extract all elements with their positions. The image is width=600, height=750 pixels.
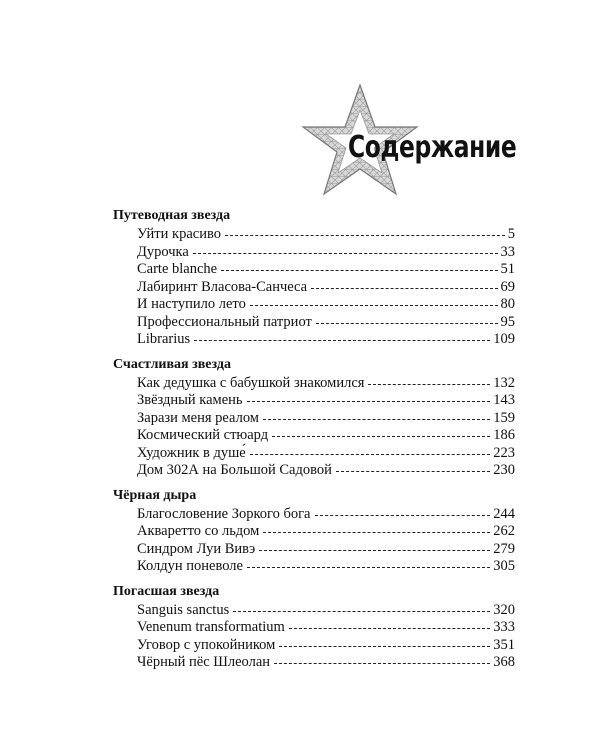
dot-leader	[279, 645, 490, 647]
entry-title: Синдром Луи Вивэ	[137, 540, 256, 557]
page-number: 132	[493, 374, 515, 391]
dot-leader	[289, 627, 490, 629]
entry-title: Космический стюард	[137, 427, 269, 443]
toc-entry[interactable]	[137, 226, 515, 244]
toc-section	[113, 206, 515, 349]
entry-list	[113, 506, 515, 576]
dot-leader	[263, 418, 490, 420]
toc-entry[interactable]	[137, 637, 515, 655]
page-number: 279	[493, 540, 515, 557]
toc-section	[113, 486, 515, 576]
dot-leader	[315, 514, 491, 516]
page-number: 230	[493, 462, 515, 478]
entry-title: Дом 302А на Большой Садовой	[137, 462, 332, 478]
dot-leader	[368, 383, 490, 385]
dot-leader	[247, 400, 491, 402]
entry-title: Акваретто со льдом	[137, 523, 260, 539]
page-number: 244	[493, 505, 515, 522]
dot-leader	[193, 252, 498, 254]
section-title: Путеводная звезда	[113, 208, 231, 223]
entry-title: Зарази меня реалом	[137, 409, 259, 426]
toc-entry[interactable]	[137, 523, 515, 541]
dot-leader	[233, 610, 490, 612]
toc-entry[interactable]	[137, 244, 515, 262]
toc-entry[interactable]	[137, 331, 515, 349]
dot-leader	[247, 566, 490, 568]
table-of-contents	[113, 206, 515, 678]
dot-leader	[250, 453, 491, 455]
toc-entry[interactable]	[137, 619, 515, 637]
page-number: 51	[500, 261, 515, 277]
dot-leader	[311, 287, 497, 289]
entry-title: Carte blanche	[137, 261, 218, 277]
section-title: Погасшая звезда	[113, 583, 220, 599]
toc-entry[interactable]	[137, 462, 515, 480]
page-number: 186	[493, 427, 515, 443]
dot-leader	[225, 234, 505, 236]
toc-entry[interactable]	[137, 279, 515, 297]
toc-section	[113, 582, 515, 672]
page-number: 351	[493, 636, 515, 653]
entry-title: Профессиональный патриот	[137, 313, 312, 330]
entry-title: Уговор с упокойником	[137, 636, 276, 653]
toc-entry[interactable]	[137, 261, 515, 279]
entry-title: Venenum transformatium	[137, 619, 285, 635]
entry-title: Лабиринт Власова-Санчеса	[137, 278, 308, 295]
page-number: 5	[507, 226, 515, 242]
toc-entry[interactable]	[137, 506, 515, 524]
dot-leader	[272, 435, 490, 437]
page-number: 143	[493, 392, 515, 408]
entry-title: Благословение Зоркого бога	[137, 505, 311, 522]
page-number: 223	[493, 444, 515, 461]
page-number: 305	[493, 558, 515, 574]
dot-leader	[250, 304, 498, 306]
entry-list	[113, 226, 515, 349]
toc-entry[interactable]	[137, 602, 515, 620]
dot-leader	[259, 549, 490, 551]
entry-title: Sanguis sanctus	[137, 601, 230, 618]
toc-entry[interactable]	[137, 375, 515, 393]
entry-title: И наступило лето	[137, 296, 246, 312]
dot-leader	[194, 339, 490, 341]
toc-entry[interactable]	[137, 314, 515, 332]
dot-leader	[263, 531, 490, 533]
dot-leader	[221, 269, 497, 271]
toc-entry[interactable]	[137, 445, 515, 463]
dot-leader	[336, 470, 490, 472]
page-number: 80	[500, 296, 515, 312]
page-number: 320	[493, 601, 515, 618]
entry-title: Дурочка	[137, 243, 189, 260]
entry-title: Как дедушка с бабушкой знакомился	[137, 374, 365, 391]
section-title: Чёрная дыра	[113, 487, 197, 503]
entry-list	[113, 375, 515, 480]
entry-title: Звёздный камень	[137, 392, 243, 408]
toc-entry[interactable]	[137, 541, 515, 559]
toc-entry[interactable]	[137, 654, 515, 672]
page-number: 368	[493, 654, 515, 670]
toc-entry[interactable]	[137, 392, 515, 410]
toc-entry[interactable]	[137, 558, 515, 576]
dot-leader	[274, 662, 490, 664]
page-number: 109	[493, 331, 515, 347]
page-number: 95	[500, 313, 515, 330]
toc-entry[interactable]	[137, 296, 515, 314]
header	[300, 82, 560, 222]
toc-entry[interactable]	[137, 410, 515, 428]
entry-title: Librarius	[137, 331, 191, 347]
entry-list	[113, 602, 515, 672]
toc-entry[interactable]	[137, 427, 515, 445]
page-number: 33	[500, 243, 515, 260]
entry-title: Художник в душе́	[137, 444, 246, 461]
entry-title: Уйти красиво	[137, 226, 221, 242]
page-title: Содержание	[348, 130, 517, 165]
entry-title: Колдун поневоле	[137, 558, 243, 574]
toc-section	[113, 355, 515, 480]
page-number: 159	[493, 409, 515, 426]
page-number: 262	[493, 523, 515, 539]
dot-leader	[316, 322, 498, 324]
entry-title: Чёрный пёс Шлеолан	[137, 654, 271, 670]
page-number: 69	[500, 278, 515, 295]
section-title: Счастливая звезда	[113, 356, 231, 372]
page-number: 333	[493, 619, 515, 635]
